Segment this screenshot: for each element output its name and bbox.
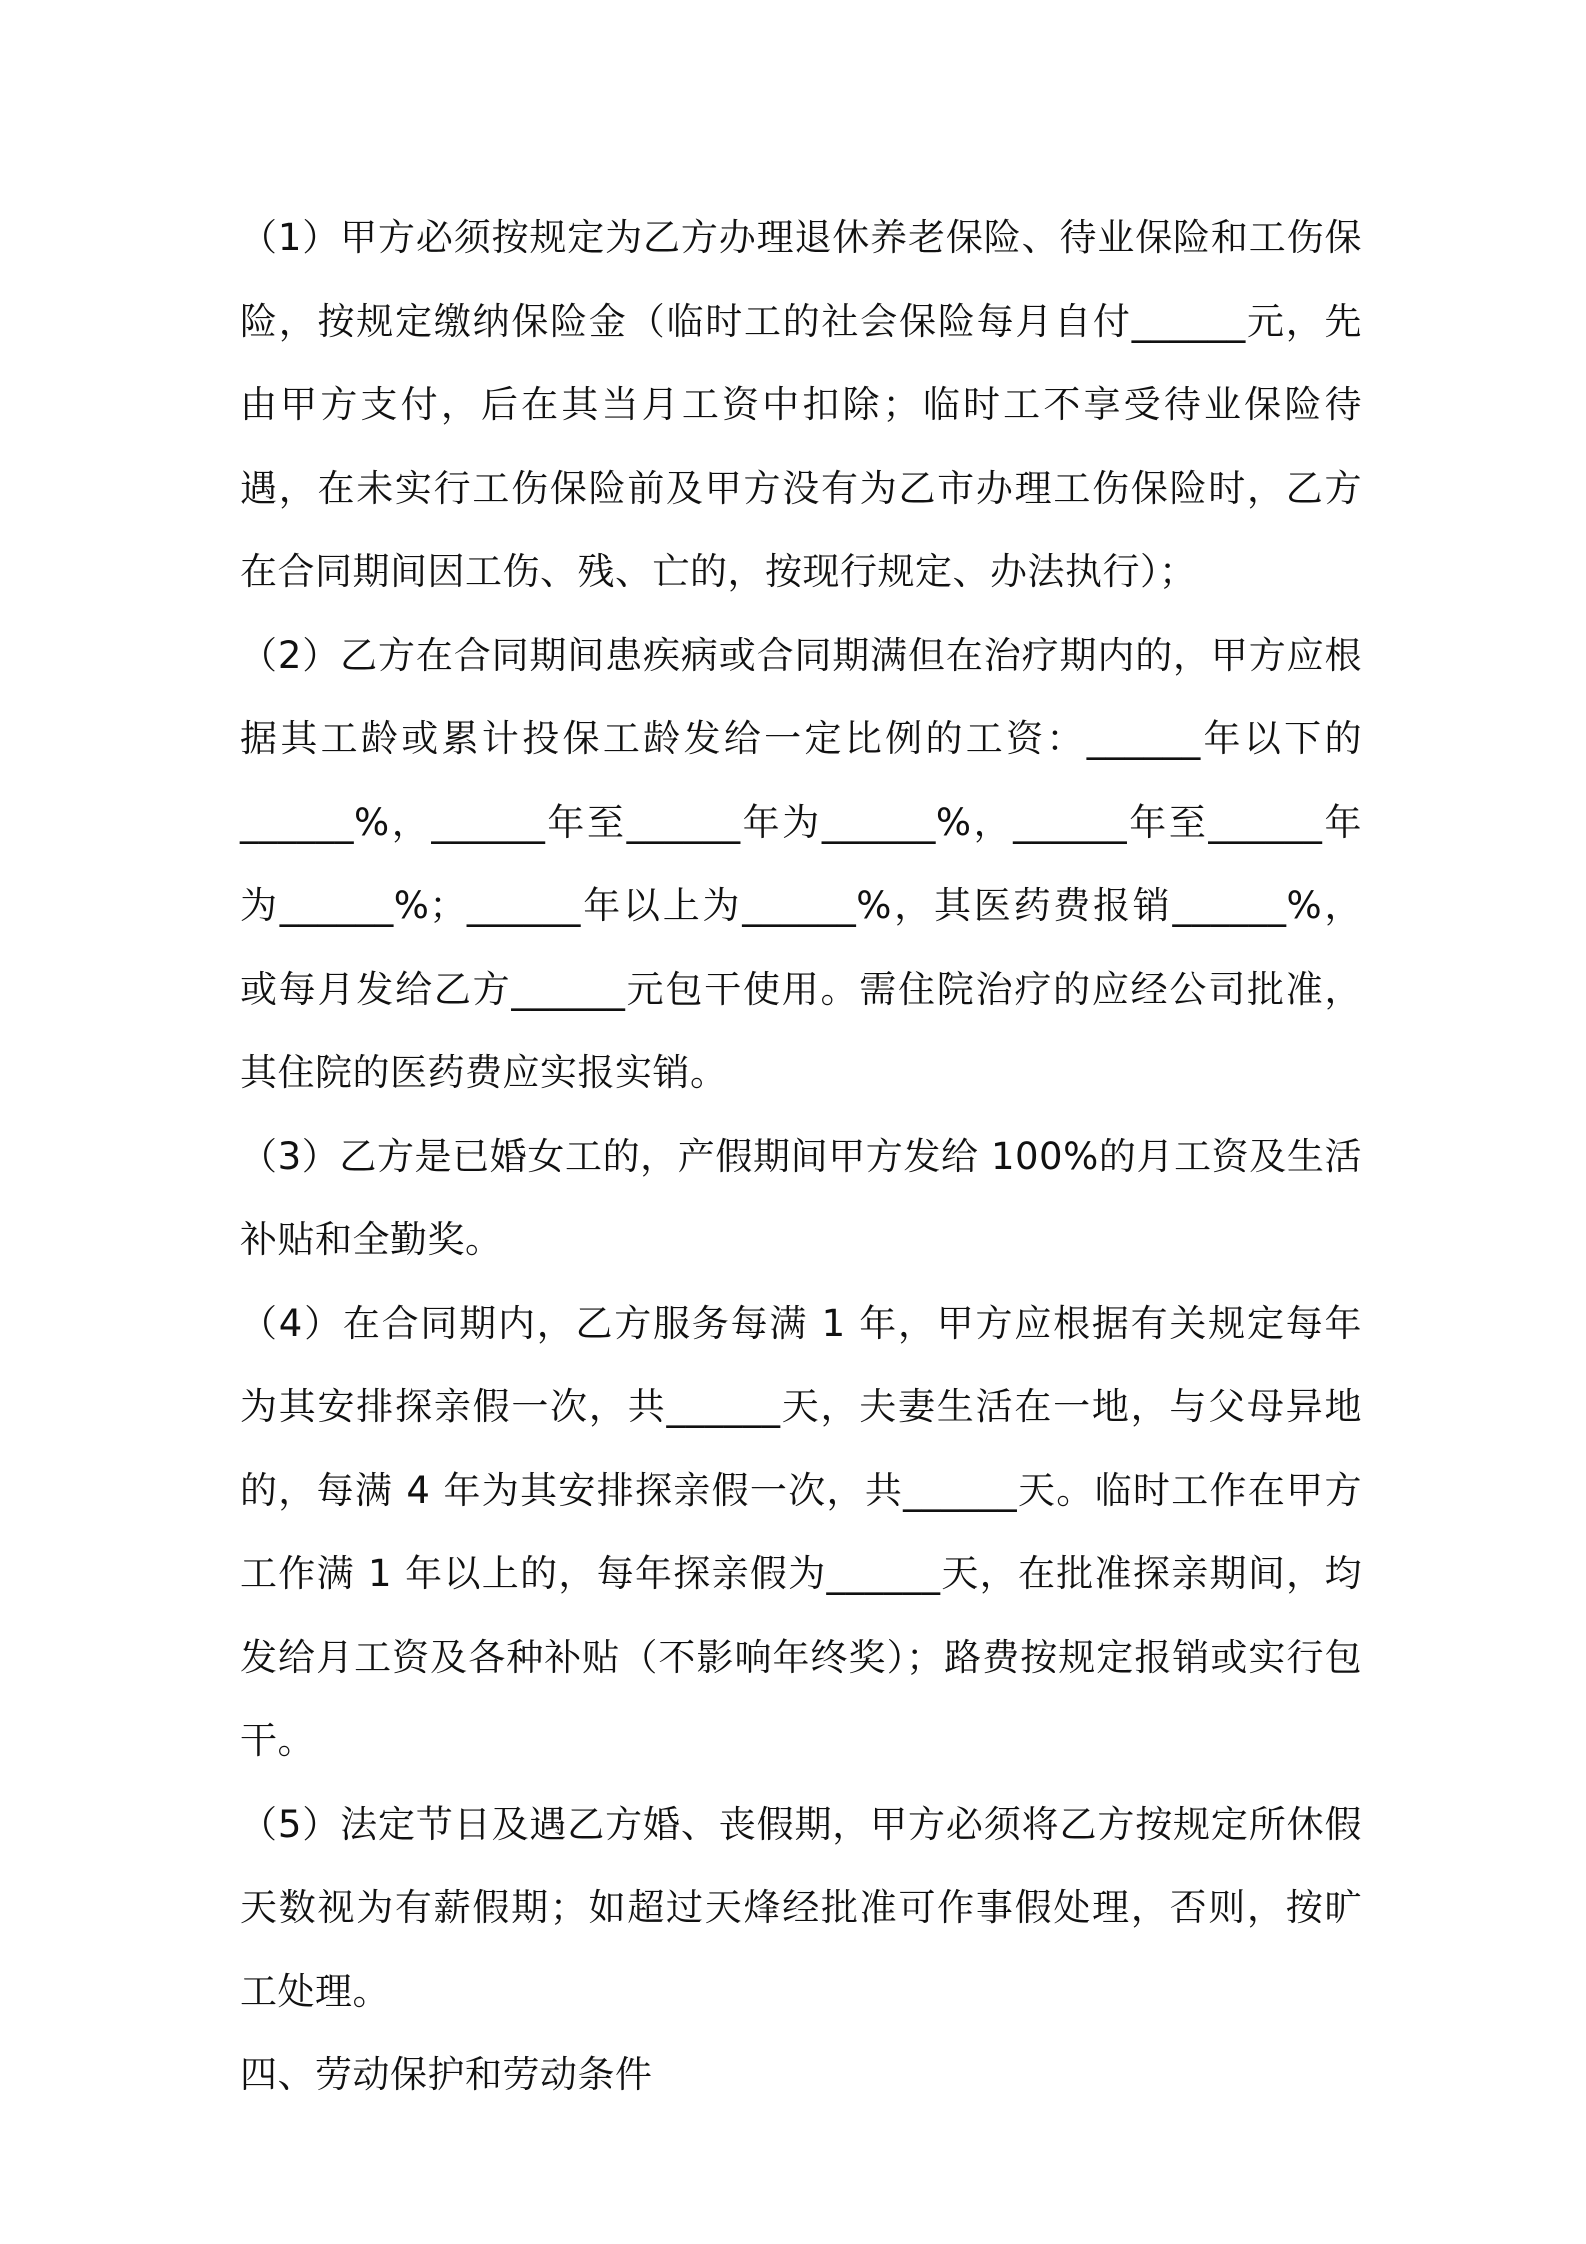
- section-heading: 四、劳动保护和劳动条件: [240, 2053, 653, 2096]
- paragraph-home-leave: （4）在合同期内，乙方服务每满 1 年，甲方应根据有关规定每年为其安排探亲假一次，共______天，夫妻生活在一地，与父母异地的，每满 4 年为其安排探亲假一次，共______天。临时工作在甲方工作满 1 年以上的，每年探亲假为______天，在批准探亲期间，均发给月工资及各种补贴（不影响年终奖）；路费按规定报销或实行包干。: [240, 1301, 1362, 1762]
- document-body: [240, 196, 1362, 2117]
- paragraph-holidays: （5）法定节日及遇乙方婚、丧假期，甲方必须将乙方按规定所休假天数视为有薪假期；如超过天烽经批准可作事假处理，否则，按旷工处理。: [240, 1802, 1362, 2013]
- paragraph-sick-leave: （2）乙方在合同期间患疾病或合同期满但在治疗期内的，甲方应根据其工龄或累计投保工龄发给一定比例的工资：______年以下的______%，______年至______年为______%，______年至______年为______%；______年以上为______%，其医药费报销______%，或每月发给乙方______元包干使用。需住院治疗的应经公司批准，其住院的医药费应实报实销。: [240, 633, 1362, 1094]
- paragraph-maternity-leave: （3）乙方是已婚女工的，产假期间甲方发给 100%的月工资及生活补贴和全勤奖。: [240, 1134, 1362, 1261]
- paragraph-insurance: （1）甲方必须按规定为乙方办理退休养老保险、待业保险和工伤保险，按规定缴纳保险金（临时工的社会保险每月自付______元，先由甲方支付，后在其当月工资中扣除；临时工不享受待业保险待遇，在未实行工伤保险前及甲方没有为乙市办理工伤保险时，乙方在合同期间因工伤、残、亡的，按现行规定、办法执行）；: [240, 216, 1362, 593]
